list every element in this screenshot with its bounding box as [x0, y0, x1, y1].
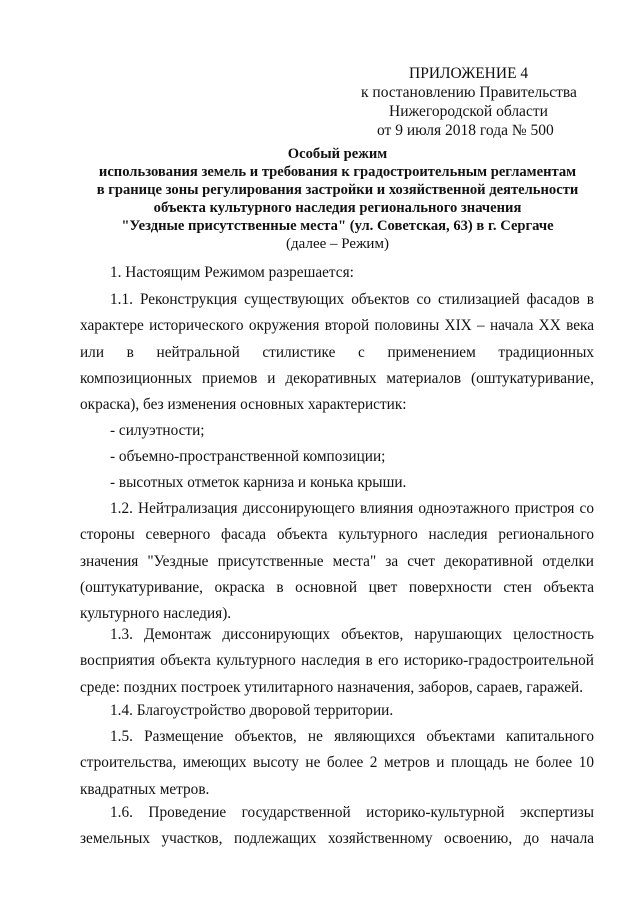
bullet-item: - объемно-пространственной композиции; [110, 448, 386, 465]
heading-line: использования земель и требования к градостроительным регламентам [98, 164, 577, 180]
paragraph-1-4: 1.4. Благоустройство дворовой территории. [110, 702, 394, 719]
appendix-line: Нижегородской области [389, 103, 548, 120]
heading-title: Особый режим [287, 146, 388, 162]
heading-line: "Уездные присутственные места" (ул. Советская, 63) в г. Сергаче [121, 218, 554, 234]
appendix-block [355, 64, 585, 140]
paragraph-1-5: 1.5. Размещение объектов, не являющихся объектами капитального строительства, имеющих высоту не более 2 метров и площадь не более 10 квадратных метров. [80, 728, 594, 798]
bullet-item: - высотных отметок карниза и конька крыши. [110, 474, 407, 491]
paragraph-1: 1. Настоящим Режимом разрешается: [110, 264, 354, 281]
appendix-line: к постановлению Правительства [361, 84, 577, 101]
heading-line: объекта культурного наследия регионального значения [153, 200, 522, 216]
document-heading [70, 145, 605, 253]
heading-line: в границе зоны регулирования застройки и хозяйственной деятельности [96, 182, 579, 198]
appendix-line: от 9 июля 2018 года № 500 [377, 122, 554, 139]
appendix-title: ПРИЛОЖЕНИЕ 4 [409, 65, 529, 82]
paragraph-1-6: 1.6. Проведение государственной историко-культурной экспертизы земельных участков, подлежащих хозяйственному освоению, до начала [80, 804, 594, 848]
heading-subtitle: (далее – Режим) [286, 236, 389, 252]
paragraph-1-3: 1.3. Демонтаж диссонирующих объектов, нарушающих целостность восприятия объекта культурного наследия в его историко-градостроительной среде: поздних построек утилитарного назначения, заборов, сараев, гаражей. [80, 626, 594, 696]
bullet-item: - силуэтности; [110, 422, 205, 439]
paragraph-1-2: 1.2. Нейтрализация диссонирующего влияния одноэтажного пристроя со стороны северного фасада объекта культурного наследия регионального значения "Уездные присутственные места" за счет декоративной отделки (оштукатуривание, окраска в основной цвет поверхности стен объекта культурного наследия). [80, 500, 594, 623]
paragraph-1-1: 1.1. Реконструкция существующих объектов со стилизацией фасадов в характере исторического окружения второй половины XIX – начала XX века или в нейтральной стилистике с применением традиционных композиционных приемов и декоративных материалов (оштукатуривание, окраска), без изменения основных характеристик: [80, 291, 594, 414]
